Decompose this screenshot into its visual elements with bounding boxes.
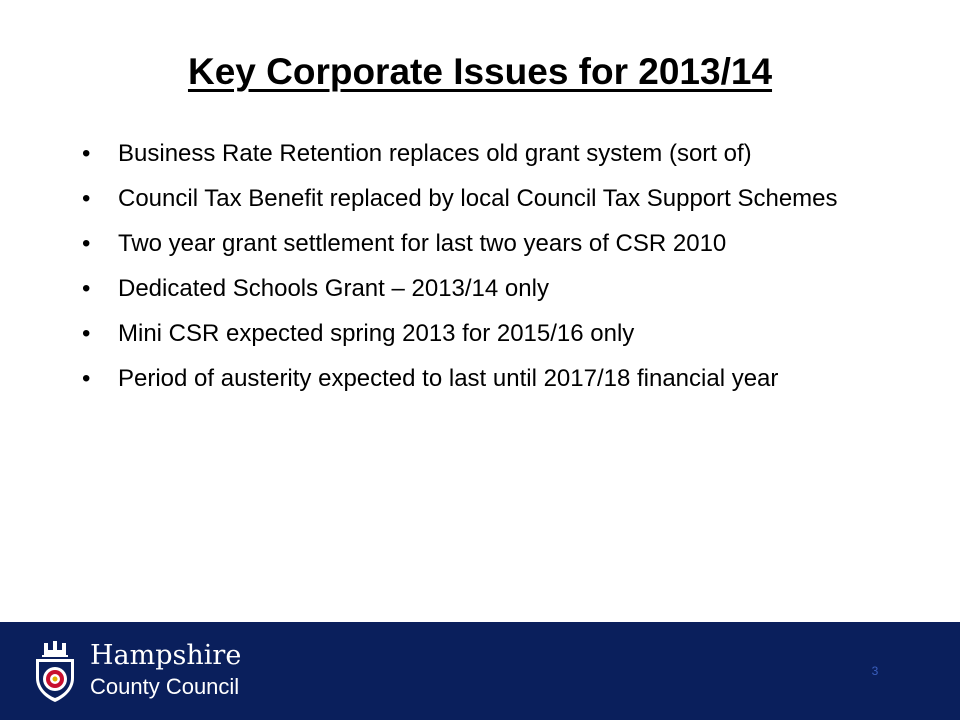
hampshire-rose-crest-icon <box>30 640 80 704</box>
bullet-item <box>80 229 840 258</box>
bullet-text: Business Rate Retention replaces old grant system (sort of) <box>118 140 752 167</box>
bullet-text: Dedicated Schools Grant – 2013/14 only <box>118 275 549 302</box>
bullet-text: Period of austerity expected to last until 2017/18 financial year <box>118 365 779 392</box>
org-name-line2: County Council <box>90 674 240 699</box>
bullet-text: Council Tax Benefit replaced by local Council Tax Support Schemes <box>118 185 838 212</box>
bullet-marker: • <box>82 275 91 302</box>
org-name-line1: Hampshire <box>90 640 242 671</box>
bullet-item <box>80 364 840 393</box>
bullet-marker: • <box>82 320 91 347</box>
bullet-item <box>80 139 840 168</box>
bullet-item <box>80 274 840 303</box>
page-number: 3 <box>871 664 879 678</box>
bullet-text: Mini CSR expected spring 2013 for 2015/16 only <box>118 320 635 347</box>
bullet-list <box>80 139 840 409</box>
bullet-item <box>80 319 840 348</box>
footer-bar <box>0 622 960 720</box>
bullet-marker: • <box>82 365 91 392</box>
bullet-marker: • <box>82 140 91 167</box>
bullet-marker: • <box>82 185 91 212</box>
bullet-item <box>80 184 840 213</box>
bullet-marker: • <box>82 230 91 257</box>
bullet-text: Two year grant settlement for last two years of CSR 2010 <box>118 230 727 257</box>
slide-title: Key Corporate Issues for 2013/14 <box>187 51 773 92</box>
